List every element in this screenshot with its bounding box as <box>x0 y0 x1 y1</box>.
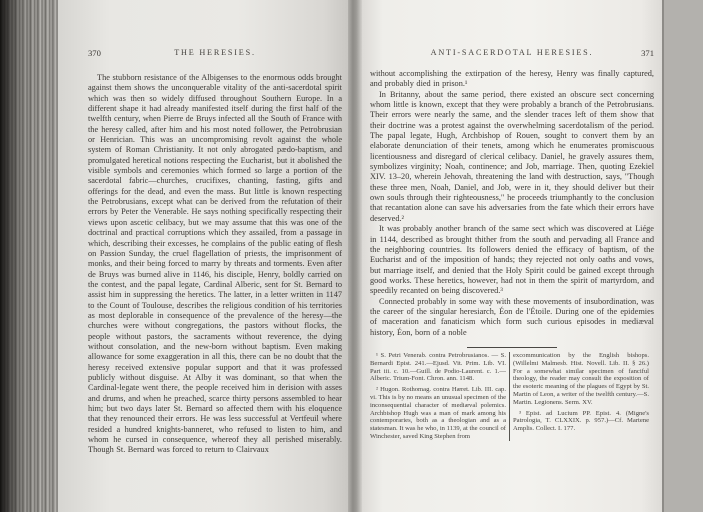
body-paragraph: Connected probably in some way with these movements of insubordination, was the career of the singular heresiarch, Éon de l'Étoile. During one of the epidemies of maceration and fanaticism which form such curious episodes in mediæval history, Éon, born of a noble <box>370 296 654 337</box>
footnote-column-left <box>370 352 509 441</box>
right-page-header <box>370 48 654 61</box>
book-page-edges <box>0 0 58 512</box>
page-number-right: 371 <box>641 48 654 58</box>
footnotes-section <box>370 352 654 441</box>
footnote-column-right <box>510 352 649 441</box>
body-paragraph: It was probably another branch of the same sect which was discovered at Liége in 1144, described as brought thither from the south and pervading all France and the neighboring countries. Its followers denied the efficacy of baptism, of the Eucharist and of the imposition of hands; they rejected not only oaths and vows, but marriage itself, and denied that the Holy Spirit could be gained except through good works. These heretics, however, had not in them the spirit of martyrdom, and speedily recanted on being discovered.³ <box>370 224 654 296</box>
right-page <box>362 0 662 512</box>
running-head-left: THE HERESIES. <box>174 48 256 57</box>
body-paragraph: In Britanny, about the same period, there existed an obscure sect concerning whom little is known, except that they were probably a branch of the Petrobrusians. Their errors were nearly the same, and the slender traces left of them show that their doctrine was a protest against the overwhelming sacerdotalism of the period. The papal legate, Hugh, Archbishop of Rouen, sought to convert them by an elaborate denunciation of their tenets, among which he enumerates promiscuous licentiousness and disregard of clerical celibacy. Daniel, he gravely assures them, symbolizes virginity; Noah, continence; and Job, marriage. Then, quoting Ezekiel XIV. 13–20, wherein Jehovah, threatening the land with destruction, says, "Though these three men, Noah, Daniel, and Job, were in it, they should deliver but their own souls through their righteousness," he proceeds triumphantly to the conclusion that recantation alone can save his adversaries from the fate which their errors have deserved.² <box>370 89 654 223</box>
footnote-item: ³ Epist. ad Lucium PP. Epist. 4. (Migne's Patrologia, T. CLXXIX. p. 957.)—Cf. Martene Amplis. Collect. I. 177. <box>513 409 649 433</box>
left-page <box>58 0 348 512</box>
left-page-header <box>88 48 342 61</box>
footnote-item: ¹ S. Petri Venerab. contra Petrobrusianos. — S. Bernardi Epist. 241.—Ejusd. Vit. Prim. Lib. VI. Part iii. c. 10.—Guill. de Podio-Laurent. c. 1.—Alberic. Trium-Font. Chron. ann. 1148. <box>370 351 506 383</box>
body-paragraph: without accomplishing the extirpation of the heresy, Henry was finally captured, and probably died in prison.¹ <box>370 69 654 89</box>
page-number-left: 370 <box>88 48 101 58</box>
gutter-shadow <box>348 0 362 512</box>
left-page-paragraph: The stubborn resistance of the Albigenses to the enormous odds brought against them shows the unconquerable vitality of the anti-sacerdotal spirit which was then so widely diffused throughout Southern Europe. In a different shape it had already manifested itself during the first half of the twelfth century, when Pierre de Bruys infected all the South of France with the heresy called, after him and his most noted follower, the Petrobrusian or Henrician. This was an uncompromising revolt against the whole system of Roman Christianity. It not only abrogated pædo-baptism, and promulgated heretical notions respecting the Eucharist, but it abolished the visible symbols and ceremonies which formed so large a portion of the sacerdotal fabric—churches, crucifixes, chanting, fasting, gifts and offerings for the dead, and even the mass. But little is known respecting the Petrobrusians, except what can be derived from the refutation of their errors by Peter the Venerable. He says nothing specifically respecting their views upon ascetic celibacy, but we may assume that this was one of the doctrinal and practical corruptions which they assailed, from a passage in which, describing their excesses, he complains of the public eating of flesh on Passion Sunday, the cruel flagellation of priests, the imprisonment of monks, and their being forced to marry by threats and torments. Even after de Bruys was burned alive in 1146, his disciple, Henry, boldly carried on the contest, and the papal legate, Cardinal Alberic, sent for St. Bernard to assist him in suppressing the heretics. The latter, in a letter written in 1147 to the Count of Toulouse, describes the religious condition of his territories as most deplorable in consequence of the prevalence of the heresy—the churches were without congregations, the pastors without flocks, the people without pastors, the sacraments without reverence, the dying without consolation, and the new-born without baptism. Even making allowance for some exaggeration in all this, there can be no doubt that the heresy received extensive popular support and that it was professed publicly without disguise. At Alby it was dominant, so that when the Cardinal-legate went there, the people received him in derision with asses and drums, and when he preached, scarce thirty persons assembled to hear him; but two days later St. Bernard so affected them with his eloquence that they renounced their errors. He was less successful at Vertfeuil where resided a hundred knights-banneret, who refused to listen to him, and whom he cursed in consequence, whereof they all perished miserably. Though St. Bernard was forced to return to Clairvaux <box>88 73 342 455</box>
footnote-item: ² Hugon. Rothomag. contra Hæret. Lib. III. cap. vi. This is by no means an unusual specimen of the inconsequential character of mediæval polemics. Archbishop Hugh was a man of mark among his contemporaries, both as a theologian and as a statesman. It was he who, in 1139, at the council of Winchester, saved King Stephen from <box>370 386 506 440</box>
footnote-separator <box>467 347 557 348</box>
running-head-right: ANTI-SACERDOTAL HERESIES. <box>430 48 594 57</box>
footnote-item: excommunication by the English bishops. (Willelmi Malmesb. Hist. Novell. Lib. II. § 26.) For a somewhat similar specimen of fanciful theology, the reader may consult the exposition of the esoteric meaning of the plagues of Egypt by St. Martin of Leon, a writer of the twelfth century.—S. Martin. Legionens. Serm. XV. <box>513 351 649 406</box>
